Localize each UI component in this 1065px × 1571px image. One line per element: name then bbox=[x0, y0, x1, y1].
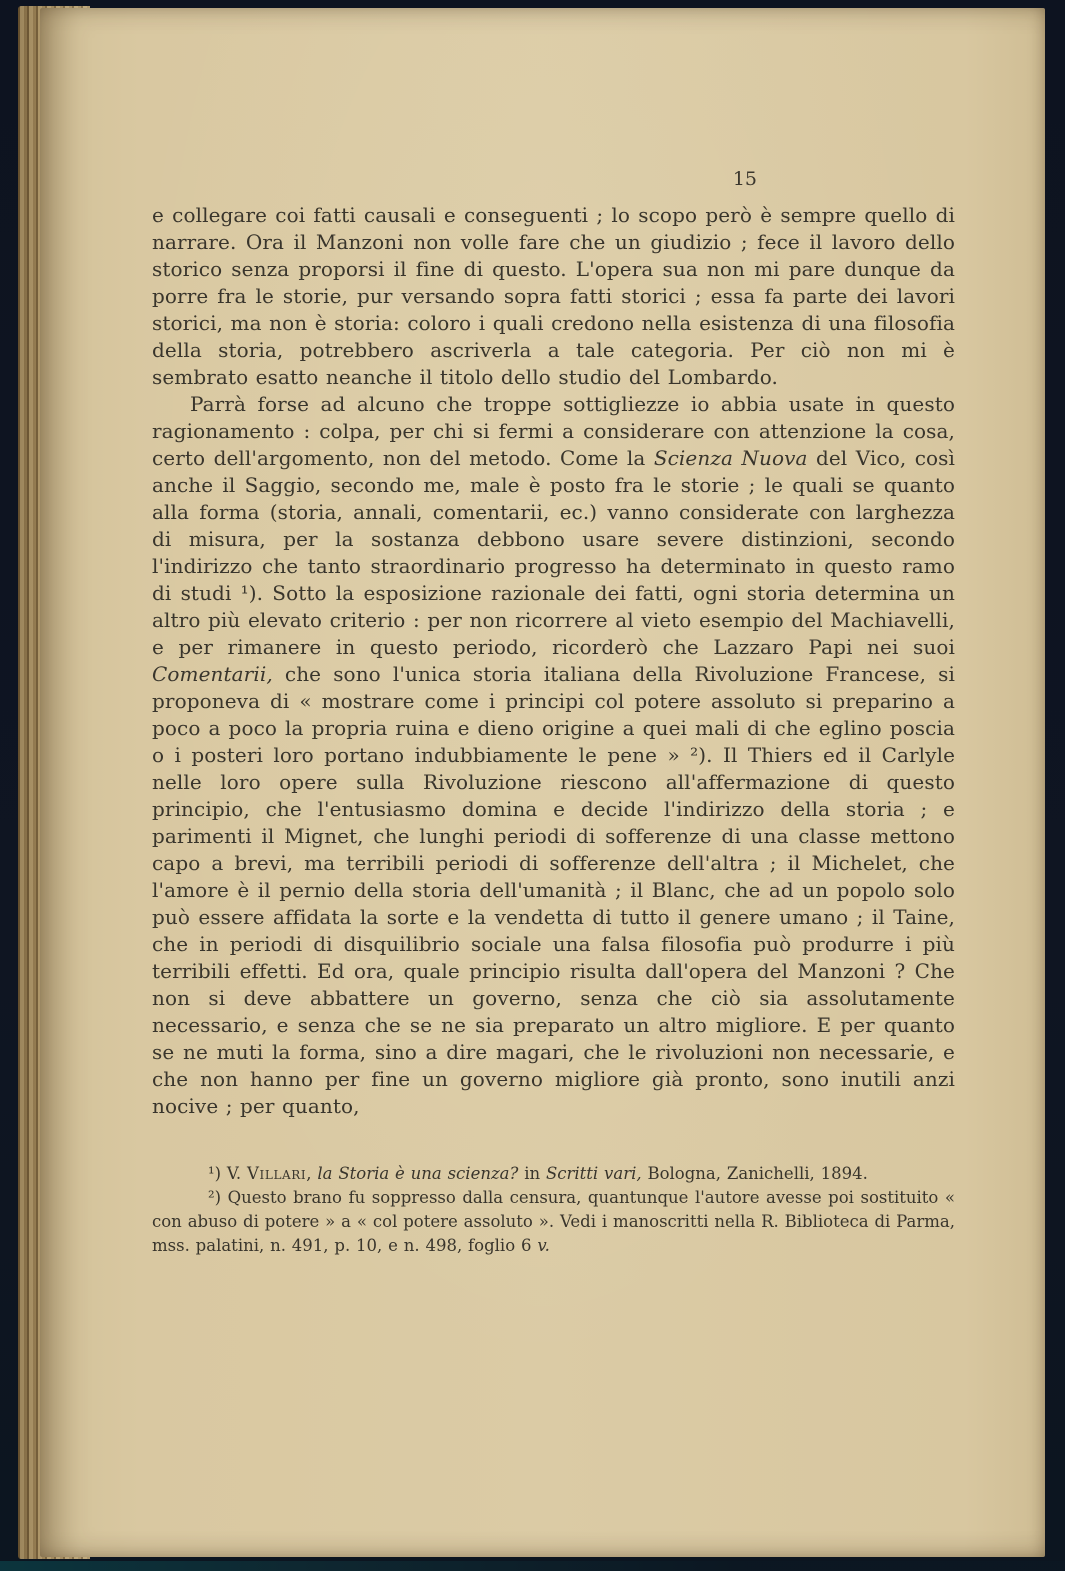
scan-bed-strip bbox=[0, 1561, 1065, 1571]
text-segment: Scritti vari, bbox=[545, 1164, 642, 1183]
text-segment: Parrà forse ad alcuno che troppe sottigliezze io abbia usate in questo ragionamento : colpa, per chi si fermi a considerare con attenzione la cosa, certo dell'argomento, non del metodo. Come la bbox=[152, 392, 955, 470]
text-segment: e collegare coi fatti causali e conseguenti ; lo scopo però è sempre quello di narrare. Ora il Manzoni non volle fare che un giudizio ; fece il lavoro dello storico senza proporsi il fine di questo. L'opera sua non mi pare dunque da porre fra le storie, pur versando sopra fatti storici ; essa fa parte dei lavori storici, ma non è storia: coloro i quali credono nella esistenza di una filosofia della storia, potrebbero ascriverla a tale categoria. Per ciò non mi è sembrato esatto neanche il titolo dello studio del Lombardo. bbox=[152, 203, 955, 389]
text-segment: Scienza Nuova bbox=[653, 446, 808, 470]
text-segment: Comentarii, bbox=[152, 662, 273, 686]
text-segment: in bbox=[518, 1164, 546, 1183]
paragraph bbox=[152, 391, 955, 1120]
text-segment: la Storia è una scienza? bbox=[317, 1164, 519, 1183]
page-number: 15 bbox=[732, 168, 757, 190]
footnote bbox=[152, 1186, 955, 1258]
text-segment: Villari bbox=[247, 1164, 307, 1183]
text-segment: , bbox=[306, 1164, 318, 1183]
book-page bbox=[40, 8, 1045, 1557]
footnote bbox=[152, 1162, 955, 1186]
footnotes bbox=[152, 1162, 955, 1258]
text-segment: Bologna, Zanichelli, 1894. bbox=[641, 1164, 868, 1183]
text-segment: del Vico, così anche il Saggio, secondo me, male è posto fra le storie ; le quali se quanto alla forma (storia, annali, comentarii, ec.) vanno considerate con larghezza di misura, per la sostanza debbono usare severe distinzioni, secondo l'indirizzo che tanto straordinario progresso ha determinato in questo ramo di studi ¹). Sotto la esposizione razionale dei fatti, ogni storia determina un altro più elevato criterio : per non ricorrere al vieto esempio del Machiavelli, e per rimanere in questo periodo, ricorderò che Lazzaro Papi nei suoi bbox=[152, 446, 956, 659]
text-block bbox=[152, 202, 955, 1120]
text-segment: v. bbox=[537, 1236, 550, 1255]
text-segment: ¹) V. bbox=[208, 1164, 248, 1183]
text-segment: ²) Questo brano fu soppresso dalla censura, quantunque l'autore avesse poi sostituito « con abuso di potere » a « col potere assoluto ». Vedi i manoscritti nella R. Biblioteca di Parma, mss. palatini, n. 491, p. 10, e n. 498, foglio 6 bbox=[152, 1188, 955, 1255]
text-segment: che sono l'unica storia italiana della Rivoluzione Francese, si proponeva di « mostrare come i principi col potere assoluto si preparino a poco a poco la propria ruina e dieno origine a quei mali di che eglino poscia o i posteri loro portano indubbiamente le pene » ²). Il Thiers ed il Carlyle nelle loro opere sulla Rivoluzione riescono all'affermazione di questo principio, che l'entusiasmo domina e decide l'indirizzo della storia ; e parimenti il Mignet, che lunghi periodi di sofferenze di una classe mettono capo a brevi, ma terribili periodi di sofferenze dell'altra ; il Michelet, che l'amore è il pernio della storia dell'umanità ; il Blanc, che ad un popolo solo può essere affidata la sorte e la vendetta di tutto il genere umano ; il Taine, che in periodi di disquilibrio sociale una falsa filosofia può produrre i più terribili effetti. Ed ora, quale principio risulta dall'opera del Manzoni ? Che non si deve abbattere un governo, senza che ciò sia assolutamente necessario, e senza che se ne sia preparato un altro migliore. E per quanto se ne muti la forma, sino a dire magari, che le rivoluzioni non necessarie, e che non hanno per fine un governo migliore già pronto, sono inutili anzi nocive ; per quanto, bbox=[152, 662, 955, 1118]
page-content bbox=[40, 8, 1045, 1557]
paragraph bbox=[152, 202, 955, 391]
page-number-row bbox=[152, 168, 955, 190]
